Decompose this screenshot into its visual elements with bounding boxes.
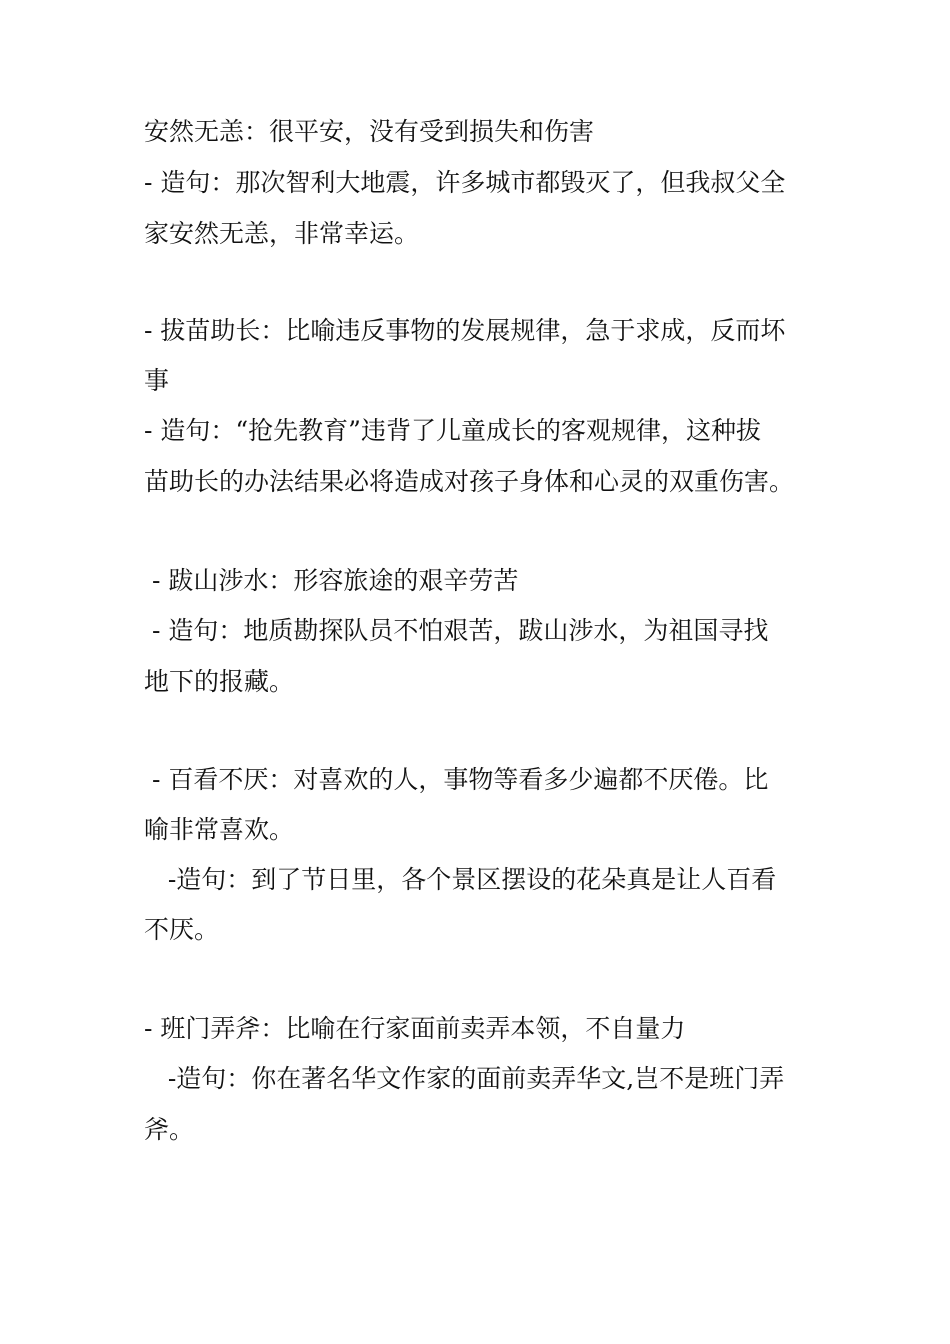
- entry-2-example-cont: 苗助长的办法结果必将造成对孩子身体和心灵的双重伤害。: [144, 467, 795, 496]
- entry-5-definition: - 班门弄斧：比喻在行家面前卖弄本领，不自量力: [144, 1014, 686, 1043]
- entry-2-example: - 造句：“抢先教育”违背了儿童成长的客观规律，这种拔: [144, 416, 761, 445]
- entry-1-example: - 造句：那次智利大地震，许多城市都毁灭了，但我叔父全: [144, 168, 786, 197]
- entry-1-definition: 安然无恙：很平安，没有受到损失和伤害: [144, 117, 595, 146]
- entry-2-definition-cont: 事: [144, 366, 170, 395]
- entry-3-example-cont: 地下的报藏。: [144, 667, 295, 696]
- entry-2-definition: - 拔苗助长：比喻违反事物的发展规律，急于求成，反而坏: [144, 316, 786, 345]
- entry-4-definition: - 百看不厌：对喜欢的人，事物等看多少遍都不厌倦。比: [144, 765, 769, 794]
- entry-5-example: -造句：你在著名华文作家的面前卖弄华文,岂不是班门弄: [144, 1064, 785, 1093]
- entry-3-example: - 造句：地质勘探队员不怕艰苦，跋山涉水，为祖国寻找: [144, 616, 769, 645]
- entry-3-definition: - 跋山涉水：形容旅途的艰辛劳苦: [144, 566, 519, 595]
- entry-4-definition-cont: 喻非常喜欢。: [144, 815, 295, 844]
- entry-1-example-cont: 家安然无恙，非常幸运。: [144, 219, 420, 248]
- entry-4-example-cont: 不厌。: [144, 915, 220, 944]
- entry-4-example: -造句：到了节日里，各个景区摆设的花朵真是让人百看: [144, 865, 777, 894]
- entry-5-example-cont: 斧。: [144, 1115, 195, 1144]
